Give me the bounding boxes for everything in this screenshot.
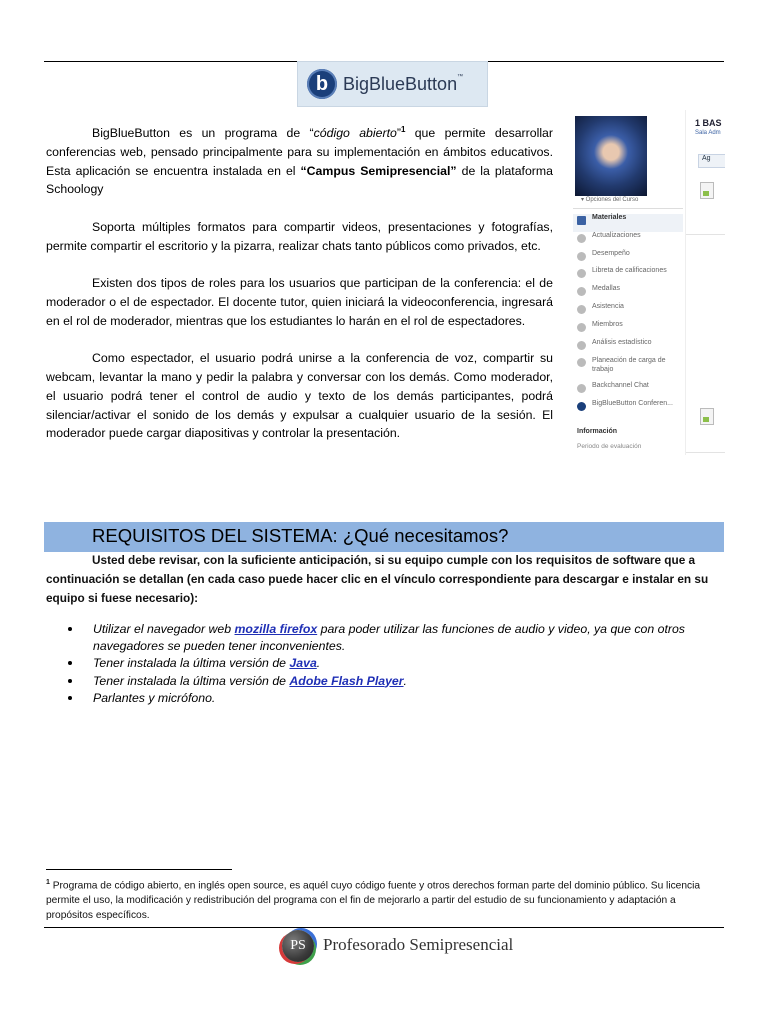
document-icon [700, 408, 714, 425]
add-materials-button: Ag [698, 154, 725, 168]
paragraph-4: Como espectador, el usuario podrá unirse a la conferencia de voz, compartir su webcam, levantar la mano y pedir la palabra y conversar con los demás. Como moderador, el usuario podrá tener el control de audio y texto de los demás participantes, podrá silenciar/activar el sonido de los demás y expulsar a cualquier usuario de la sesión. El moderador puede cargar diapositivas y controlar la presentación. [46, 351, 553, 441]
list-item: Tener instalada la última versión de Adobe Flash Player. [68, 673, 718, 690]
chat-icon [577, 384, 586, 393]
info-heading: Información [577, 428, 618, 435]
flash-player-link[interactable]: Adobe Flash Player [289, 673, 404, 688]
java-link[interactable]: Java [289, 656, 317, 670]
menu-item-libreta: Libreta de calificaciones [573, 267, 683, 285]
paragraph-2: Soporta múltiples formatos para compartir videos, presentaciones y fotografías, permite compartir el escritorio y la pizarra, realizar chats tanto públicos como privados, etc. [46, 219, 553, 253]
profesorado-logo-text: Profesorado Semipresencial [323, 935, 514, 954]
footnote: $^1$ Programa de código abierto, en inglés open source, es aquél cuyo código fuente y otros derechos forman parte del dominio público. Su licencia permite el uso, la modificación y redistribución del programa con el fin de mejorarlo a partir del estudio de su funcionamiento y adaptación a propósitos específicos. [46, 879, 701, 921]
firefox-link[interactable]: mozilla firefox [234, 622, 318, 636]
menu-item-materiales: Materiales [573, 214, 683, 232]
performance-icon [577, 252, 586, 261]
schoology-screenshot [563, 110, 725, 455]
list-item: Parlantes y micrófono. [68, 690, 718, 707]
menu-item-miembros: Miembros [573, 321, 683, 339]
content-divider [686, 234, 725, 235]
section-band [44, 522, 724, 552]
bullet-icon [68, 627, 72, 631]
periodo-label: Periodo de evaluación [577, 443, 642, 450]
menu-item-desempeno: Desempeño [573, 250, 683, 268]
gradebook-icon [577, 269, 586, 278]
menu-item-bigbluebutton: BigBlueButton Conferen... [573, 400, 683, 418]
bigbluebutton-logo-text: BigBlueButton™ [343, 73, 464, 94]
course-title: 1 BAS [695, 118, 722, 128]
footer-rule [44, 927, 724, 928]
document-icon [700, 182, 714, 199]
content-divider [686, 452, 725, 453]
menu-item-analisis: Análisis estadístico [573, 339, 683, 357]
menu-item-planeacion: Planeación de carga de trabajo [573, 356, 683, 382]
requirements-intro: Usted debe revisar, con la suficiente anticipación, si su equipo cumple con los requisitos de software que a continuación se detallan (en cada caso puede hacer clic en el vínculo correspondiente para descargar e instalar en su equipo si fuese necesario): [46, 553, 709, 606]
course-menu [573, 214, 683, 418]
bullet-icon [68, 696, 72, 700]
menu-item-actualizaciones: Actualizaciones [573, 232, 683, 250]
attendance-icon [577, 305, 586, 314]
footnote-rule [46, 869, 232, 870]
sidebar-divider [573, 208, 683, 209]
course-sidebar [563, 110, 685, 455]
updates-icon [577, 234, 586, 243]
paragraph-3: Existen dos tipos de roles para los usuarios que participan de la conferencia: el de moderador o el de espectador. El docente tutor, quien iniciará la videoconferencia, ingresará en el rol de moderador, mientras que los estudiantes lo harán en el rol de espectadores. [46, 276, 553, 328]
list-item: Utilizar el navegador web mozilla firefox para poder utilizar las funciones de audio y video, ya que con otros navegadores se pueden tener inconvenientes. [68, 621, 718, 654]
bigbluebutton-icon [577, 402, 586, 411]
folder-icon [577, 216, 586, 225]
paragraph-1: BigBlueButton es un programa de “código abierto”$^1$ que permite desarrollar conferencias web, pensado principalmente para su implementación en ámbitos educativos. Esta aplicación se encuentra instalada en el “Campus Semipresencial” de la plataforma Schoology [46, 125, 553, 197]
menu-item-backchannel: Backchannel Chat [573, 382, 683, 400]
bullet-icon [68, 679, 72, 683]
stats-icon [577, 341, 586, 350]
intro-text [46, 121, 553, 462]
list-item: Tener instalada la última versión de Java. [68, 655, 718, 672]
course-subtitle: Sala Adm [695, 130, 721, 136]
bigbluebutton-logo [297, 61, 488, 107]
bigbluebutton-logo-icon: b [307, 69, 337, 99]
requirements-list [68, 621, 718, 708]
course-options: ▾ Opciones del Curso [581, 197, 639, 203]
course-avatar [575, 116, 647, 196]
workload-icon [577, 358, 586, 367]
section-title: REQUISITOS DEL SISTEMA: ¿Qué necesitamos? [92, 525, 509, 546]
badge-icon [577, 287, 586, 296]
profesorado-logo-icon: PS [282, 930, 314, 962]
course-content-pane [685, 110, 725, 455]
bullet-icon [68, 661, 72, 665]
menu-item-asistencia: Asistencia [573, 303, 683, 321]
members-icon [577, 323, 586, 332]
menu-item-medallas: Medallas [573, 285, 683, 303]
